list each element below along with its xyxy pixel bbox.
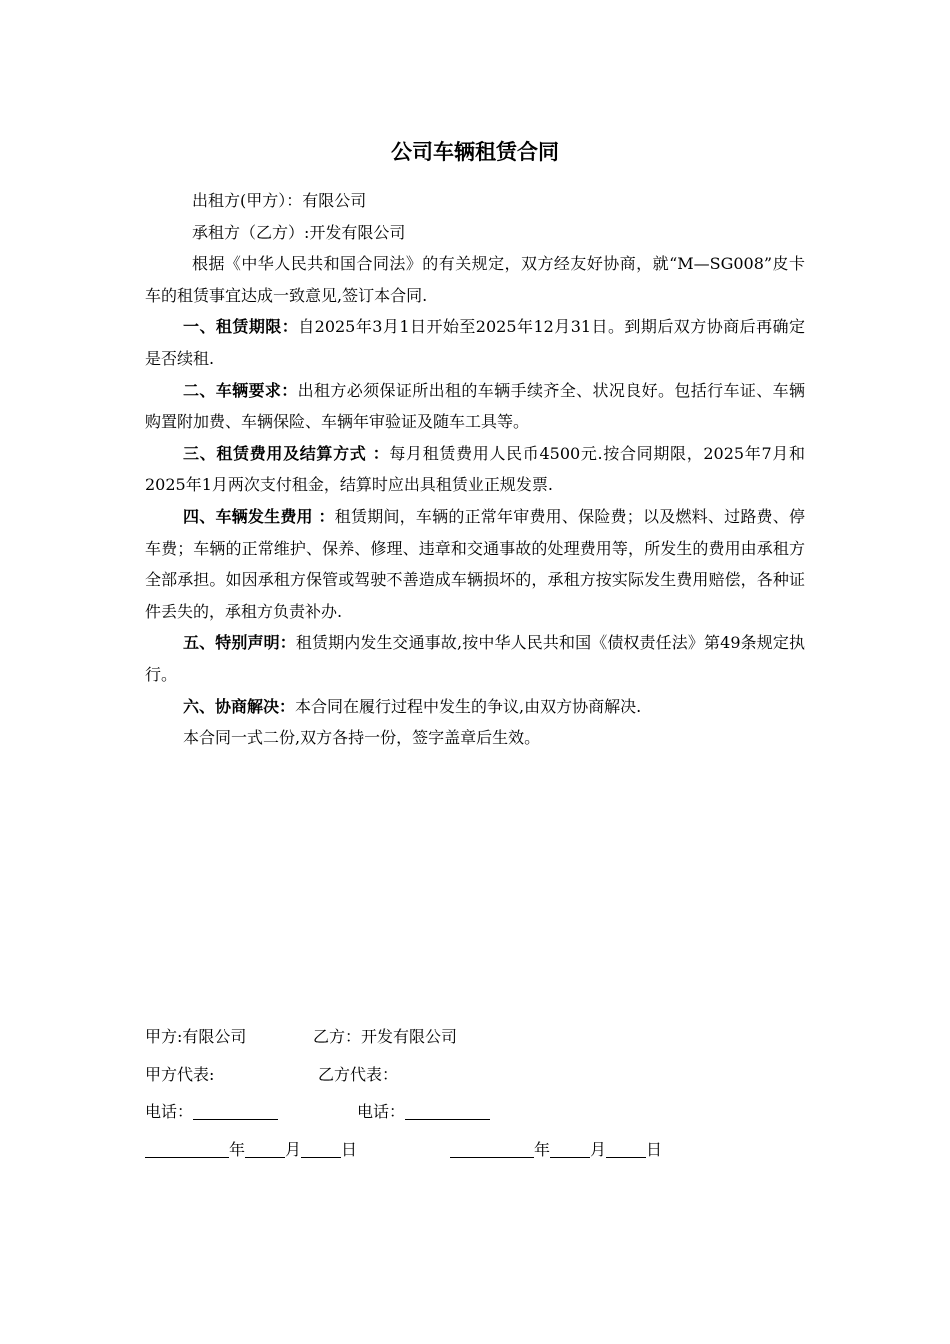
phone-label: 电话： — [145, 1102, 194, 1121]
clause-text: 本合同在履行过程中发生的争议,由双方协商解决. — [295, 696, 642, 716]
clause-heading: 六、协商解决： — [183, 696, 296, 716]
contract-body — [145, 185, 805, 754]
clause-text: 自2025年3月1日开始至2025年12月31日。到期后双方协商后再确定是否续租. — [145, 317, 805, 368]
party-b-representative: 乙方代表： — [318, 1064, 399, 1084]
party-a-date — [145, 1131, 357, 1169]
clause-heading: 四、车辆发生费用 ： — [183, 506, 335, 526]
clause-vehicle-costs — [145, 501, 805, 627]
party-b-phone — [357, 1093, 490, 1131]
clause-special-statement — [145, 627, 805, 690]
lessee-line: 承租方（乙方）:开发有限公司 — [192, 222, 406, 242]
clause-heading: 五、特别声明： — [183, 633, 296, 653]
party-a-representative: 甲方代表: — [145, 1064, 215, 1084]
year-label: 年 — [534, 1139, 551, 1159]
clause-fees-settlement — [145, 438, 805, 501]
clause-lease-term — [145, 311, 805, 374]
month-blank-line — [245, 1139, 285, 1158]
phone-blank-line — [405, 1101, 490, 1120]
clause-heading: 一、租赁期限： — [183, 317, 299, 337]
month-label: 月 — [285, 1139, 302, 1159]
clause-text: 出租方必须保证所出租的车辆手续齐全、状况良好。包括行车证、车辆购置附加费、车辆保险、车辆年审验证及随车工具等。 — [145, 380, 805, 432]
clause-heading: 三、租赁费用及结算方式 ： — [183, 443, 390, 463]
clause-heading: 二、车辆要求： — [183, 380, 298, 400]
closing-statement: 本合同一式二份,双方各持一份，签字盖章后生效。 — [183, 728, 541, 748]
lessor-line: 出租方(甲方）：有限公司 — [192, 191, 367, 210]
signature-row-representatives — [145, 1056, 805, 1094]
contract-basis: 根据《中华人民共和国合同法》的有关规定，双方经友好协商，就“M—SG008”皮卡车的租赁事宜达成一致意见,签订本合同. — [145, 254, 805, 305]
clause-vehicle-requirements — [145, 375, 805, 438]
party-b-date — [450, 1131, 662, 1169]
clause-text: 租赁期内发生交通事故,按中华人民共和国《债权责任法》第49条规定执行。 — [145, 633, 805, 684]
party-b-name: 乙方：开发有限公司 — [313, 1027, 458, 1046]
year-label: 年 — [229, 1139, 246, 1159]
clause-text: 租赁期间，车辆的正常年审费用、保险费；以及燃料、过路费、停车费；车辆的正常维护、保养、修理、违章和交通事故的处理费用等，所发生的费用由承租方全部承担。如因承租方保管或驾驶不善造成车辆损坏的，承租方按实际发生费用赔偿，各种证件丢失的，承租方负责补办. — [145, 506, 805, 621]
clause-dispute-resolution — [145, 691, 805, 723]
phone-label: 电话： — [357, 1102, 406, 1121]
clause-text: 每月租赁费用人民币4500元.按合同期限，2025年7月和2025年1月两次支付租金，结算时应出具租赁业正规发票. — [145, 443, 805, 495]
day-blank-line — [606, 1139, 646, 1158]
day-blank-line — [301, 1139, 341, 1158]
signature-block — [145, 1018, 805, 1168]
year-blank-line — [145, 1139, 229, 1158]
party-a-name: 甲方:有限公司 — [145, 1027, 247, 1046]
signature-row-dates — [145, 1131, 805, 1169]
phone-blank-line — [193, 1101, 278, 1120]
month-label: 月 — [590, 1139, 607, 1159]
day-label: 日 — [646, 1139, 663, 1159]
month-blank-line — [550, 1139, 590, 1158]
party-a-phone — [145, 1093, 278, 1131]
day-label: 日 — [341, 1139, 358, 1159]
signature-row-phones — [145, 1093, 805, 1131]
year-blank-line — [450, 1139, 534, 1158]
document-title: 公司车辆租赁合同 — [391, 139, 559, 164]
signature-row-parties — [145, 1018, 805, 1056]
